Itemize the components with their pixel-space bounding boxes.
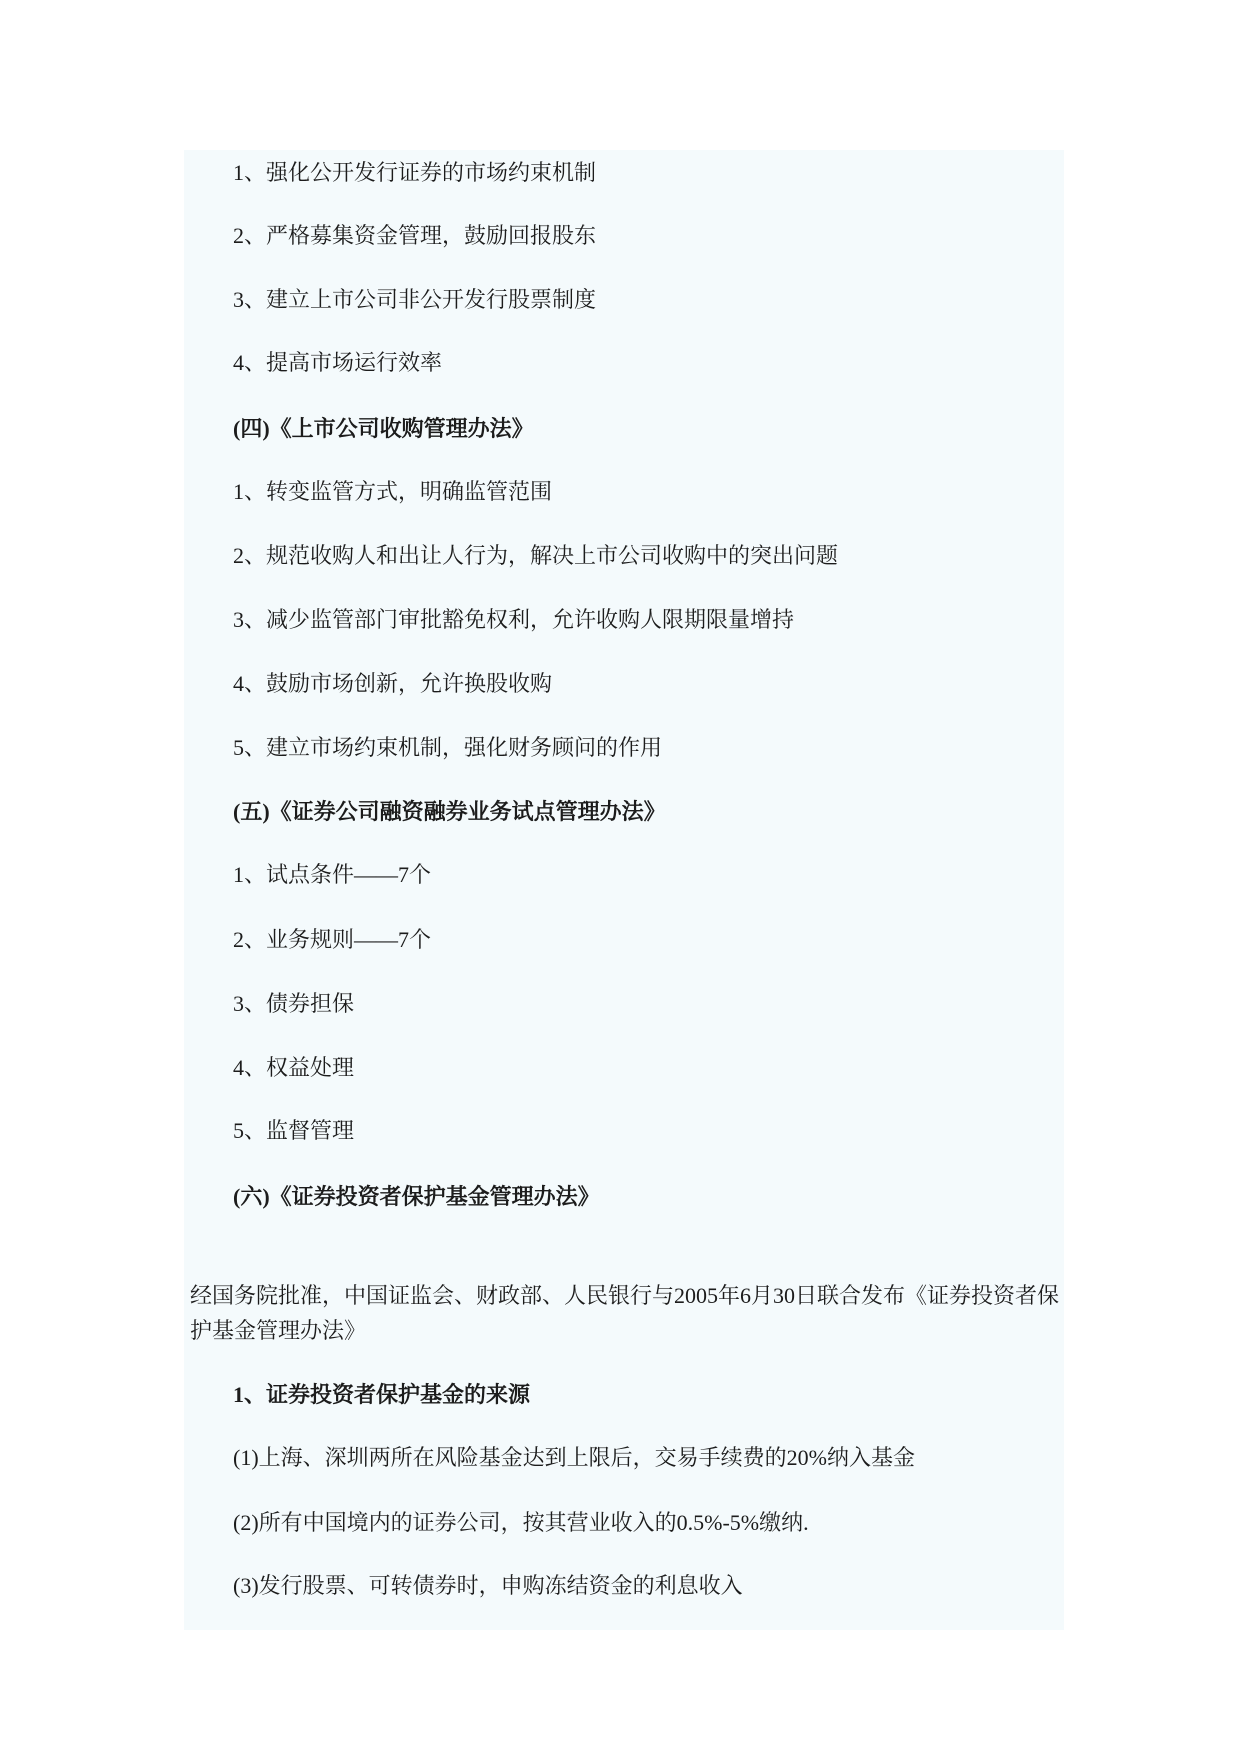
list-item: 2、严格募集资金管理，鼓励回报股东 bbox=[233, 223, 597, 248]
list-item: 4、提高市场运行效率 bbox=[233, 350, 443, 375]
body-paragraph: 经国务院批准，中国证监会、财政部、人民银行与2005年6月30日联合发布《证券投资者保护基金管理办法》 bbox=[190, 1283, 1060, 1343]
list-item: 3、建立上市公司非公开发行股票制度 bbox=[233, 287, 597, 312]
document-panel bbox=[184, 150, 1064, 1630]
list-item: 2、规范收购人和出让人行为，解决上市公司收购中的突出问题 bbox=[233, 543, 839, 568]
list-item: (1)上海、深圳两所在风险基金达到上限后，交易手续费的20%纳入基金 bbox=[233, 1445, 915, 1470]
list-item: 1、转变监管方式，明确监管范围 bbox=[233, 479, 553, 504]
list-item: (3)发行股票、可转债券时，申购冻结资金的利息收入 bbox=[233, 1573, 743, 1598]
section-heading-acquisition: (四)《上市公司收购管理办法》 bbox=[233, 416, 534, 441]
list-item: 1、试点条件——7个 bbox=[233, 862, 432, 887]
list-item: 4、鼓励市场创新，允许换股收购 bbox=[233, 671, 553, 696]
list-item: 3、债券担保 bbox=[233, 991, 355, 1016]
list-item: 2、业务规则——7个 bbox=[233, 927, 432, 952]
section-heading-investor-protection: (六)《证券投资者保护基金管理办法》 bbox=[233, 1184, 600, 1209]
list-item: 5、建立市场约束机制，强化财务顾问的作用 bbox=[233, 735, 663, 760]
list-item: (2)所有中国境内的证券公司，按其营业收入的0.5%-5%缴纳. bbox=[233, 1510, 809, 1535]
list-item: 3、减少监管部门审批豁免权利，允许收购人限期限量增持 bbox=[233, 607, 795, 632]
list-item: 4、权益处理 bbox=[233, 1055, 355, 1080]
subsection-heading: 1、证券投资者保护基金的来源 bbox=[233, 1382, 531, 1407]
section-heading-margin-trading: (五)《证券公司融资融券业务试点管理办法》 bbox=[233, 799, 666, 824]
list-item: 5、监督管理 bbox=[233, 1118, 355, 1143]
list-item: 1、强化公开发行证券的市场约束机制 bbox=[233, 160, 597, 185]
